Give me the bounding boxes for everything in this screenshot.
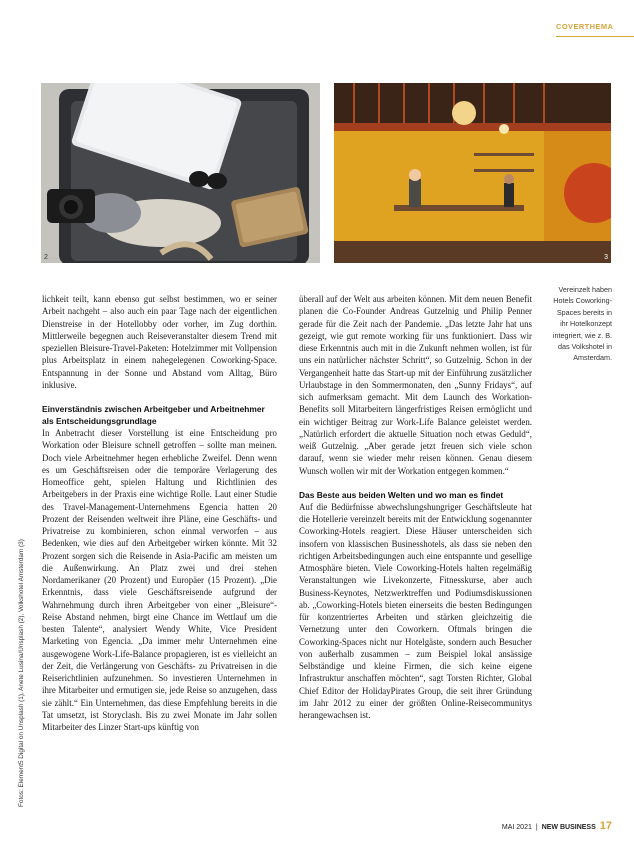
coworking-illustration	[334, 83, 611, 263]
section-label: COVERTHEMA	[556, 22, 614, 31]
suitcase-illustration	[41, 83, 320, 263]
paragraph: In Anbetracht dieser Vorstellung ist eine Entscheidung pro Workation oder Bleisure schnell getroffen – sollte man meinen. Doch viele Arbeitnehmer hegen erhebliche Zweifel. Denn wenn es um Geschäftsreisen oder die temporäre Verlagerung des Homeoffice geht, spielen Haltung und Richtlinien des Arbeitgebers in der Praxis eine wichtige Rolle. Laut einer Studie des Travel-Management-Unternehmens Egencia hatten 20 Prozent der Reisenden weltweit ihre Pläne, eine Geschäfts- und Privatreise zu kombinieren, schon einmal verworfen – aus Bedenken, wie dies auf den Arbeitgeber wirken könnte. Mit 32 Prozent sorgen sich die Reisende in Asia-Pacific am meisten um die Außenwirkung. An Platz zwei und drei stehen Nordamerikaner (20 Prozent) und Europäer (15 Prozent). „Die Erkenntnis, dass viele Geschäftsreisende aufgrund der Wahrnehmung durch ihren Arbeitgeber von einer „Bleisure“-Reise Abstand nehmen, birgt eine Chance im Wettlauf um die besten Talente“, analysiert Wendy White, Vice President Marketing von Egencia. „Da immer mehr Unternehmen eine ausgewogene Work-Life-Balance propagieren, ist es vielleicht an der Zeit, die Verlängerung von Geschäfts- zu Privatreisen in die Reiserichtlinien aufzunehmen. So investieren Unternehmen in ihre Mitarbeiter und ermutigen sie, jede Reise so anzugehen, dass sie zählt.“ Ein Unternehmen, das diese Empfehlung bereits in die Tat umsetzt, ist Storyclash. Bis zu zwei Monate im Jahr sollen Mitarbeiter des Linzer Start-ups künftig von	[42, 428, 277, 732]
article-column-left	[42, 293, 277, 733]
photo-number: 3	[604, 254, 608, 261]
photo-caption: Vereinzelt haben Hotels Coworking-Spaces bereits in ihr Hotelkonzept integriert, wie z. B. das Volkshotel in Amsterdam.	[552, 285, 612, 363]
page-number: 17	[599, 820, 612, 832]
subheading: Das Beste aus beiden Welten und wo man es findet	[299, 489, 504, 500]
article-column-right	[299, 293, 532, 721]
paragraph: überall auf der Welt aus arbeiten können. Mit dem neuen Benefit planen die Co-Founder Andreas Gutzelnig und Philip Penner gerade für die Zeit nach der Pandemie. „Das letzte Jahr hat uns gezeigt, wie gut remote working für uns funktioniert. Dass wir diese Erkenntnis auch mit in die Zukunft nehmen wollen, ist für uns ein natürlicher nächster Schritt“, so Gutzelnig. Schon in der Vergangenheit hatte das Start-up mit der Einführung zusätzlicher Urlaubstage in den Sommermonaten, den „Sunny Fridays“, auf sich aufmerksam gemacht. Mit dem Launch des Workation-Benefits soll Mitarbeitern längerfristiges Reisen ermöglicht und ein wichtiger Beitrag zur Work-Life Balance geleistet werden. „Natürlich erfordert die aktuelle Situation noch etwas Geduld“, weiß Gutzelnig. „Aber gerade jetzt freuen sich viele schon darauf, wenn sie wieder mehr reisen können. Genau diesem Wunsch wollen wir mit der Workation entgegen kommen.“	[299, 294, 532, 476]
footer-separator: |	[535, 824, 538, 831]
page-footer	[480, 820, 612, 832]
magazine-name: NEW BUSINESS	[541, 824, 596, 831]
photo-coworking-space	[334, 83, 611, 263]
subheading: Einverständnis zwischen Arbeitgeber und Arbeitnehmer als Entscheidungsgrundlage	[42, 404, 265, 426]
paragraph: Auf die Bedürfnisse abwechslungshungriger Geschäftsleute hat die Hotellerie vereinzelt bereits mit der Entwicklung sogenannter Coworking-Hotels reagiert. Diese Häuser unterscheiden sich insofern von klassischen Businesshotels, als dass sie neben den richtigen Arbeitsbedingungen auch eine entspannte und gesellige Atmosphäre bieten. Viele Coworking-Hotels halten regelmäßig Veranstaltungen wie Livekonzerte, Fitnesskurse, aber auch Business-Keynotes, Netzwerktreffen und Podiumsdiskussionen ab. „Coworking-Hotels bieten einerseits die besten Bedingungen für konzentriertes Arbeiten und stärken gleichzeitig die Vernetzung unter den Coworkern. Oftmals bringen die Coworking-Spaces nicht nur Hotelgäste, sondern auch Besucher von außerhalb zusammen – zum Beispiel lokal ansässige Selbständige und kleine Firmen, die sich keine eigene Infrastruktur anschaffen möchten“, sagt Torsten Richter, Global Chief Editor der HolidayPirates Group, die seit ihrer Gründung im Jahr 2012 zu einer der größten Online-Reisecommunitys herangewachsen ist.	[299, 501, 532, 720]
photo-credit: Fotos: Element5 Digital on Unsplash (1), Anete Lusina/Unsplash (2), Volkshotel Amsterdam (3)	[18, 539, 25, 807]
section-rule	[556, 36, 634, 37]
photo-number: 2	[44, 254, 48, 261]
photo-suitcase	[41, 83, 320, 263]
paragraph: lichkeit teilt, kann ebenso gut selbst bestimmen, wo er seiner Arbeit nachgeht – also auch ein paar Tage nach der eigentlichen Dienstreise in der Hotellobby oder vorher, im Zug dorthin. Mittlerweile begegnen auch Reiseveranstalter diesem Trend mit speziellen Bleisure-Travel-Paketen: Hotelzimmer mit Vollpension plus Arbeitsplatz in einem nahegelegenen Coworking-Space. Entspannung in der Sonne und Abstand vom Alltag, Büro inklusive.	[42, 294, 277, 390]
issue-date: MAI 2021	[501, 824, 532, 831]
